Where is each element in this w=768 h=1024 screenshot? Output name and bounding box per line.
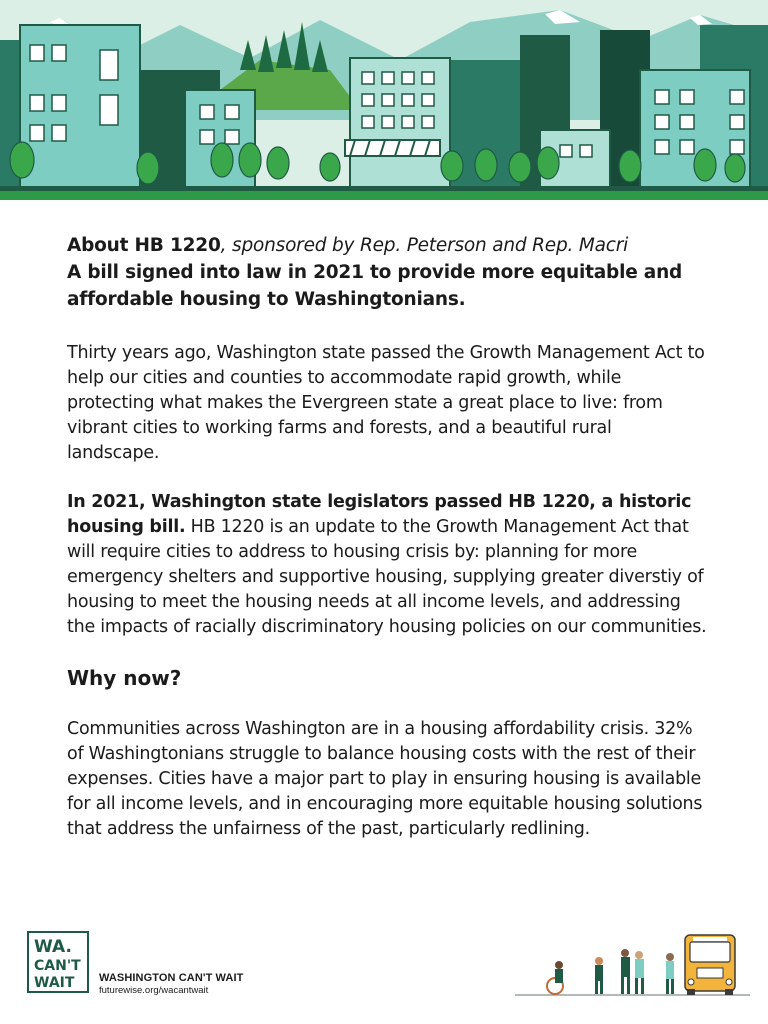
bill-title bbox=[67, 232, 707, 259]
wa-cant-wait-logo bbox=[27, 931, 89, 993]
bill-subtitle-line-1: A bill signed into law in 2021 to provide more equitable and bbox=[67, 262, 683, 283]
logo-line-2: CAN'T bbox=[34, 958, 81, 974]
footer-org bbox=[99, 971, 243, 997]
hb1220-paragraph bbox=[67, 490, 707, 640]
hb1220-paragraph-lead: In 2021, Washington state legislators passed HB 1220, a historic housing bill. bbox=[67, 492, 692, 537]
bill-name: About HB 1220 bbox=[67, 235, 221, 256]
hb1220-paragraph-body: HB 1220 is an update to the Growth Management Act that will require cities to address to housing crisis by: planning for more emergency shelters and supportive housing, supplying greater diverstiy of housing to meet the housing needs at all income levels, and addressing the impacts of racially discriminatory housing policies on our communities. bbox=[67, 517, 707, 637]
bill-sponsors: , sponsored by Rep. Peterson and Rep. Macri bbox=[220, 235, 629, 256]
org-name: WASHINGTON CAN'T WAIT bbox=[99, 972, 244, 984]
why-now-paragraph: Communities across Washington are in a housing affordability crisis. 32% of Washingtonians struggle to balance housing costs with the rest of their expenses. Cities have a major part to play in ensuring housing is available for all income levels, and in encouraging more equitable housing solutions that address the unfairness of the past, particularly redlining. bbox=[67, 719, 703, 839]
org-url: futurewise.org/wacantwait bbox=[99, 985, 209, 996]
bill-subtitle-line-2: affordable housing to Washingtonians. bbox=[67, 289, 466, 310]
why-now-heading: Why now? bbox=[67, 666, 182, 690]
main-content bbox=[67, 232, 707, 842]
people-and-bus-illustration bbox=[515, 925, 750, 1000]
intro-paragraph: Thirty years ago, Washington state passed the Growth Management Act to help our cities and counties to accommodate rapid growth, while protecting what makes the Evergreen state a great place to live: from vibrant cities to working farms and forests, and a beautiful rural landscape. bbox=[67, 343, 705, 463]
city-banner-illustration bbox=[0, 0, 768, 200]
logo-line-3: WAIT bbox=[34, 975, 75, 991]
logo-line-1: WA. bbox=[34, 937, 72, 957]
